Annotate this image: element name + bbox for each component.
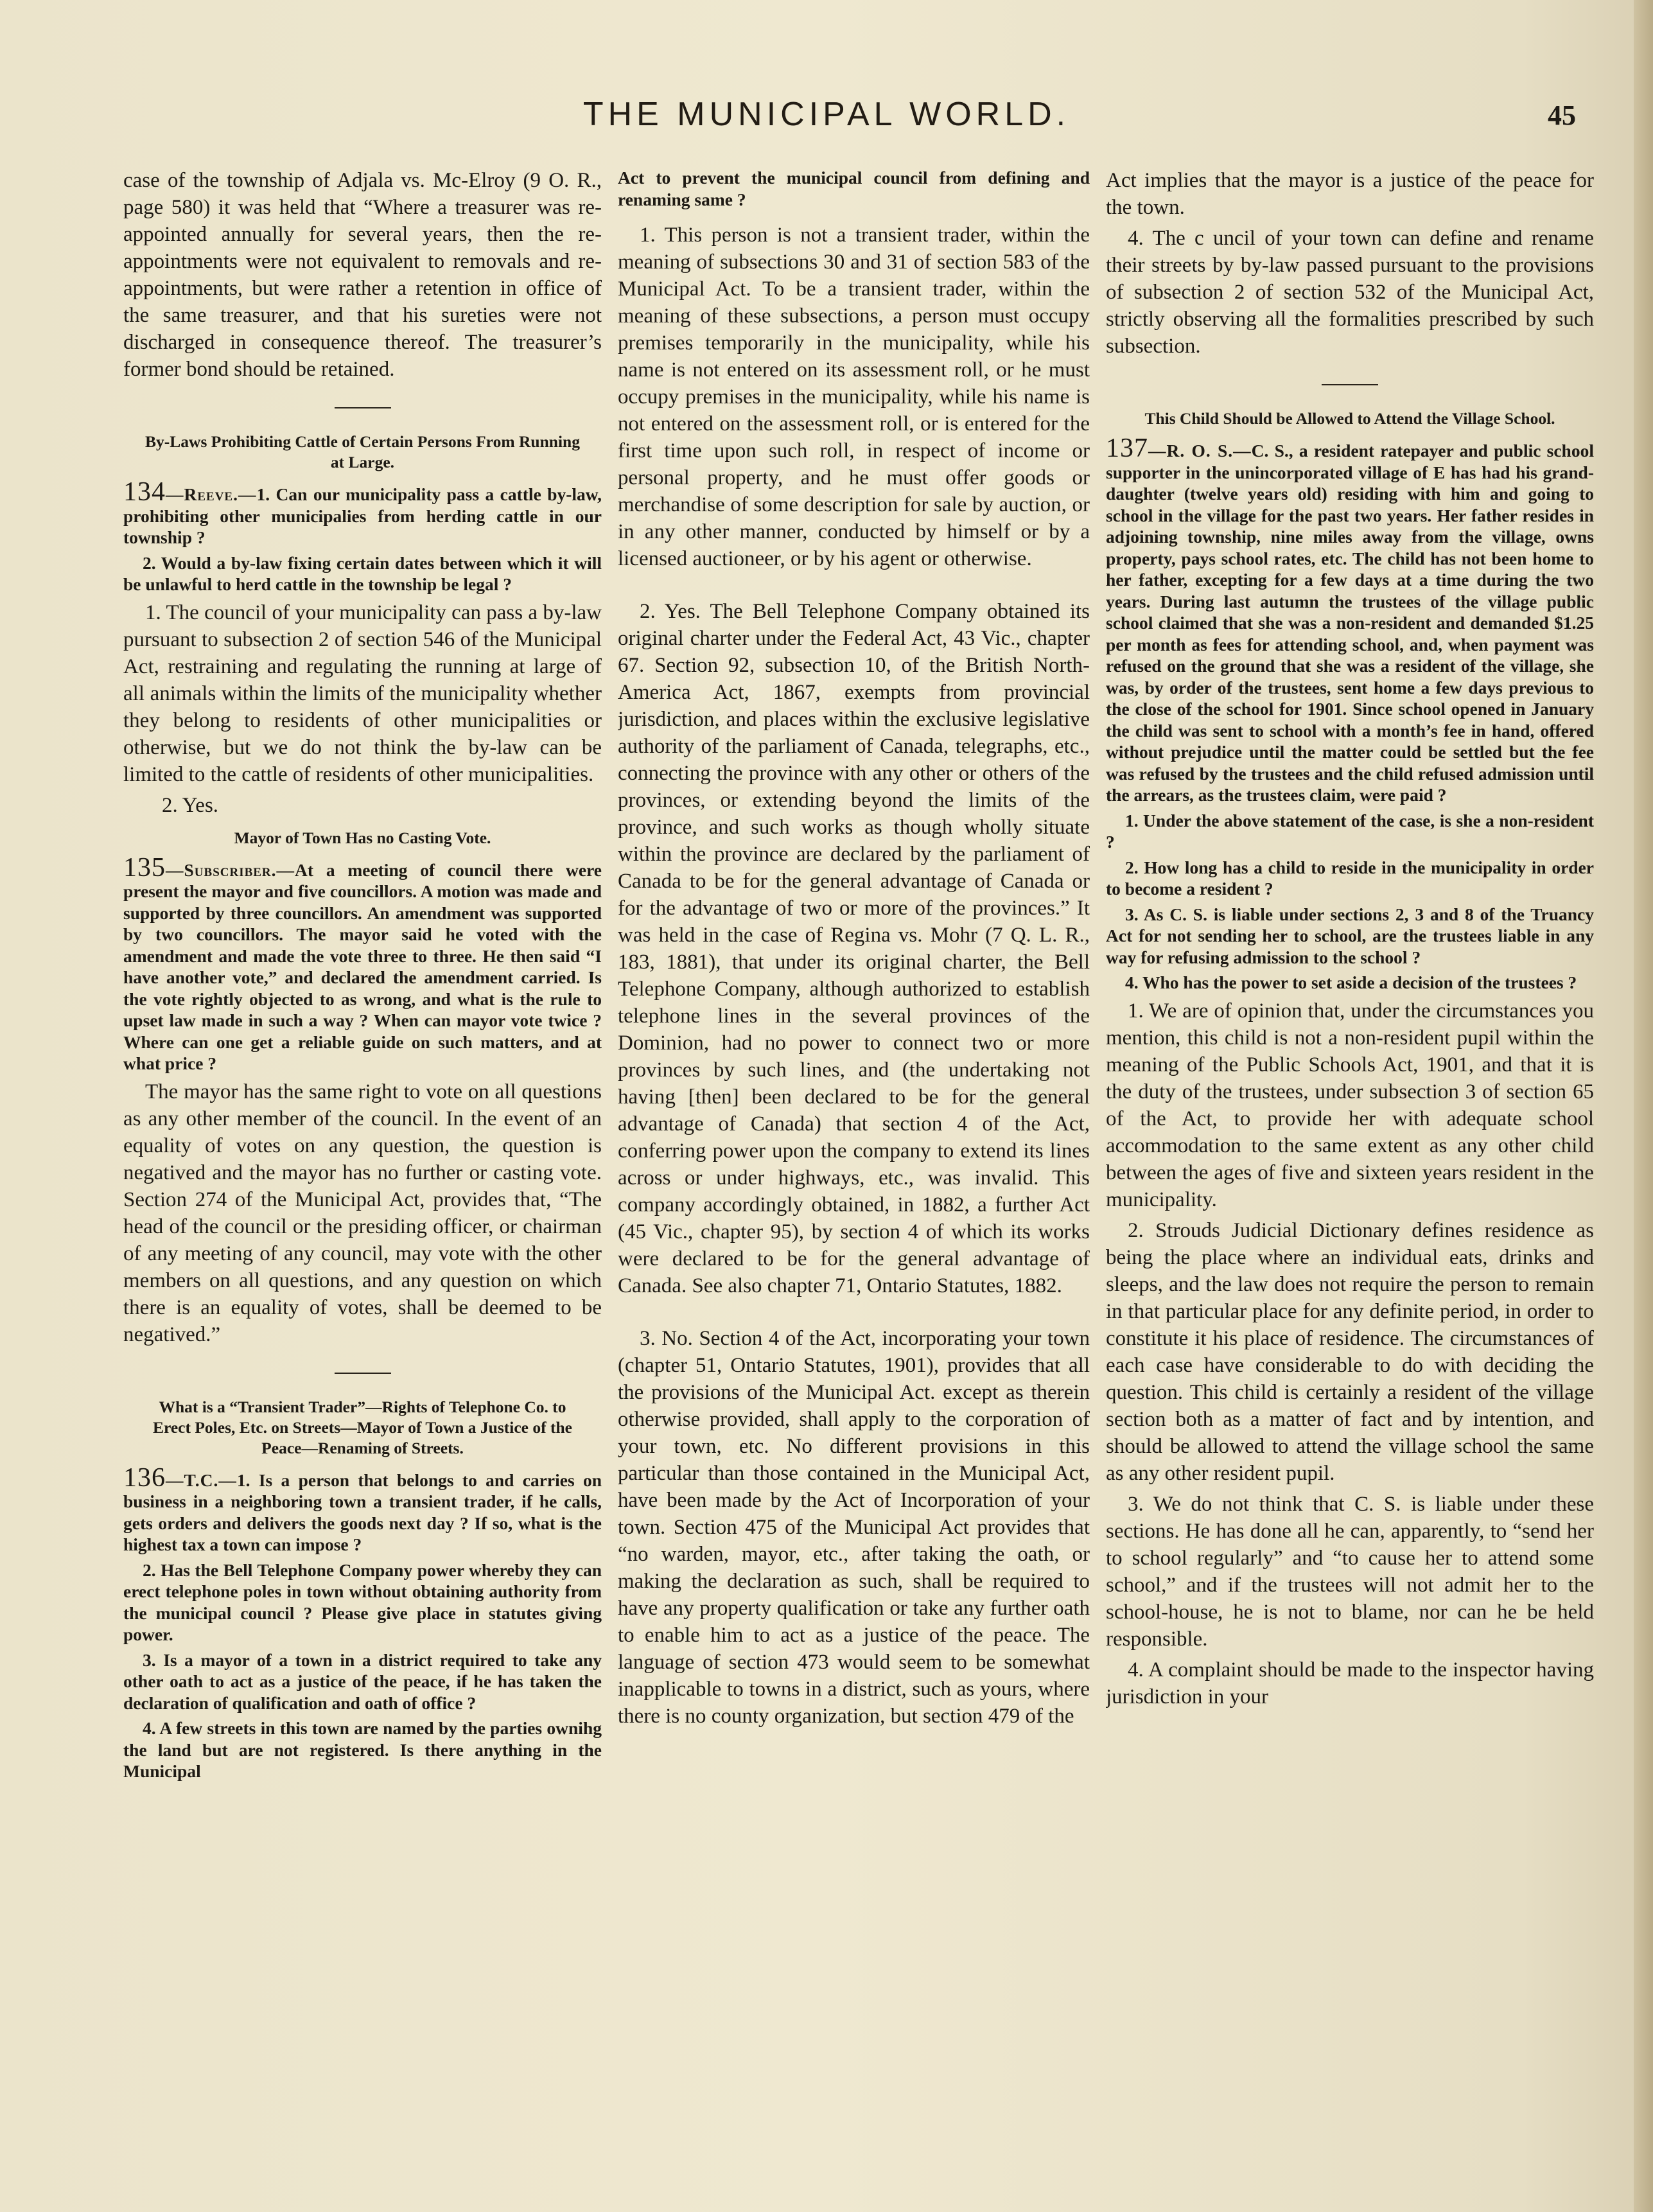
answer-135: The mayor has the same right to vote on all questions as any other member of the council. In the event of an equality of votes on any question, the question is negatived and the mayor has no further or casting vote. Section 274 of the Municipal Act, provides that, “The head of the council or the presiding officer, or chairman of any meeting of any council, may vote with the other members on all questions, and any question on which there is an equality of votes, shall be deemed to be negatived.” (123, 1080, 602, 1346)
question-134-2: 2. Would a by-law fixing certain dates between which it will be unlawful to herd cattle in the township be legal ? (123, 552, 602, 594)
answer-136-1: 1. This person is not a transient trader, within the meaning of subsections 30 and 31 of section 583 of the Municipal Act. To be a transient trader, within the meaning of these subsections, a person must occupy premises temporarily in the municipality, while his name is not entered on its assessment roll, or he must occupy premises in the municipality, while his name is not entered on the assessment roll, or is entered for the first time upon such roll, in respect of income or personal property, and he must offer goods or merchandise of some description for sale by auction, or in any other manner, conducted by himself or by a licensed auctioneer, or by his agent or otherwise. (618, 224, 1090, 570)
answer-136-3: 3. No. Section 4 of the Act, incorporating your town (chapter 51, Ontario Statutes, 1901), provides that all the provisions of the Municipal Act. except as therein otherwise provided, shall apply to the corporation of your town, etc. No different provisions in this particular than those contained in the Municipal Act, have been made by the Act of Incorporation of your town. Section 475 of the Municipal Act provides that “no warden, mayor, etc., after taking the oath, or making the declaration as such, shall be required to have any property qualification or take any further oath to enable him to act as a justice of the peace. The language of section 473 would seem to be somewhat inapplicable to towns in a district, such as yours, where there is no county organization, but section 479 of the (618, 1327, 1090, 1728)
answer-136-3-continued: Act implies that the mayor is a justice of the peace for the town. (1106, 169, 1594, 219)
column-left (123, 167, 602, 2171)
section-heading-137: This Child Should be Allowed to Attend the Village School. (1144, 409, 1555, 428)
answer-134-2: 2. Yes. (162, 793, 219, 817)
section-divider (1322, 384, 1378, 385)
question-136-2: 2. Has the Bell Telephone Company power whereby they can erect telephone poles in town without obtaining authority from the municipal council ? Please give place in statutes giving power. (123, 1559, 602, 1644)
answer-137-2: 2. Strouds Judicial Dictionary defines residence as being the place where an individual eats, drinks and sleeps, and the law does not require the person to remain in that particular place for any definite period, in order to constitute it his place of residence. The circumstances of each case have considerable to do with deciding the question. This child is certainly a resident of the village section both as a matter of fact and by intention, and should be allowed to attend the village school the same as any other resident pupil. (1106, 1218, 1594, 1485)
section-divider (335, 407, 391, 408)
question-137-1: 1. Under the above statement of the case, is she a non-resident ? (1106, 810, 1594, 852)
question-136-3: 3. Is a mayor of a town in a district required to take any other oath to act as a justice of the peace, if he has taken the declaration of qualification and oath of office ? (123, 1649, 602, 1713)
question-135 (123, 852, 602, 1075)
question-author: —R. O. S.— (1148, 441, 1252, 461)
question-number: 136 (123, 1462, 166, 1493)
question-137 (1106, 434, 1594, 806)
intro-paragraph: case of the township of Adjala vs. Mc-Elroy (9 O. R., page 580) it was held that “Where a treasurer was re-appointed annually for several years, then the re-appointments were not equivalent to removals and re-appointments, but were rather a retention in office of the same treasurer, and that his sureties were not discharged in consequence thereof. The treasurer’s former bond should be retained. (123, 169, 602, 381)
page-number: 45 (1548, 100, 1576, 131)
question-137-2: 2. How long has a child to reside in the municipality in order to become a resident ? (1106, 857, 1594, 899)
question-text: 1. Is a person that belongs to and carries on business in a neighboring town a transient trader, if he calls, gets orders and delivers the goods next day ? If so, what is the highest tax a town can impose ? (123, 1470, 602, 1554)
question-author: —Reeve.— (166, 484, 257, 504)
question-137-3: 3. As C. S. is liable under sections 2, 3 and 8 of the Truancy Act for not sending her to school, are the trustees liable in any way for refusing admission to the school ? (1106, 904, 1594, 967)
answer-137-4: 4. A complaint should be made to the inspector having jurisdiction in your (1106, 1658, 1594, 1708)
page-header (0, 95, 1653, 140)
answer-134-1: 1. The council of your municipality can pass a by-law pursuant to subsection 2 of section 546 of the Municipal Act, restraining and regulating the running at large of all animals within the limits of the municipality whether they belong to residents of other municipalities or otherwise, but we do not think the by-law can be limited to the cattle of residents of other municipalities. (123, 601, 602, 786)
question-text: 1. Can our municipality pass a cattle by-law, prohibiting other municipalies from herding cattle in our township ? (123, 484, 602, 547)
question-134-1 (123, 477, 602, 549)
column-right (1106, 167, 1594, 2171)
question-author: —T.C.— (166, 1470, 237, 1490)
section-heading-134: By-Laws Prohibiting Cattle of Certain Persons From Running at Large. (145, 432, 580, 471)
question-number: 135 (123, 852, 166, 882)
publication-title: THE MUNICIPAL WORLD. (582, 96, 1071, 133)
question-number: 137 (1106, 434, 1148, 463)
answer-137-3: 3. We do not think that C. S. is liable under these sections. He has done all he can, apparently, to “send her to school regularly” and “to cause her to attend some school,” and if the trustees will not admit her to the school-house, he is not to blame, nor can he be held responsible. (1106, 1492, 1594, 1651)
question-number: 134 (123, 477, 166, 507)
question-text: At a meeting of council there were present the mayor and five councillors. A motion was made and supported by three councillors. An amendment was supported by two councillors. The mayor said he voted with the amendment and made the vote three to three. He then said “I have another vote,” and declared the amendment carried. Is the vote rightly objected to as wrong, and what is the rule to upset law made in such a way ? When can mayor vote twice ? Where can one get a reliable guide on such matters, and at what price ? (123, 859, 602, 1073)
question-text: C. S., a resident ratepayer and public school supporter in the unincorporated village of E has had his grand-daughter (twelve years old) residing with him and going to school in the village for the past two years. Her father resides in adjoining township, nine miles away from the village, owns property, pays school rates, etc. The child has not been home to her father, excepting for a few days at a time during the two years. During last autumn the trustees of the village public school claimed that she was a non-resident and demanded $1.25 per month as fees for attending school, and, when payment was refused on the ground that she was a resident of the village, she was, by order of the trustees, sent home a few days previous to the close of the school for 1901. Since school opened in January the child was sent to school with a month’s fee in hand, offered without prejudice until the matter could be settled but the fee was refused by the trustees and the child refused admission until the arrears, as the trustees claim, were paid ? (1106, 441, 1594, 805)
answer-137-1: 1. We are of opinion that, under the circumstances you mention, this child is not a non-resident pupil within the meaning of the Public Schools Act, 1901, and that it is the duty of the trustees, under subsection 3 of section 65 of the Act, to provide her with adequate school accommodation to the same extent as any other child between the ages of five and sixteen years resident in the municipality. (1106, 999, 1594, 1211)
question-136-4: 4. A few streets in this town are named by the parties ownihg the land but are not registered. Is there anything in the Municipal (123, 1718, 602, 1781)
question-136-1 (123, 1462, 602, 1556)
column-middle (618, 167, 1090, 2171)
section-heading-135: Mayor of Town Has no Casting Vote. (234, 828, 491, 847)
answer-136-4: 4. The c uncil of your town can define and rename their streets by by-law passed pursuant to the provisions of subsection 2 of section 532 of the Municipal Act, strictly observing all the formalities prescribed by such subsection. (1106, 227, 1594, 358)
page-edge (1634, 0, 1653, 2212)
question-137-4: 4. Who has the power to set aside a decision of the trustees ? (1125, 972, 1577, 992)
question-136-4-continued: Act to prevent the municipal council from defining and renaming same ? (618, 168, 1090, 209)
question-author: —Subscriber.— (166, 859, 295, 880)
answer-136-2: 2. Yes. The Bell Telephone Company obtained its original charter under the Federal Act, 43 Vic., chapter 67. Section 92, subsection 10, of the British North-America Act, 1867, exempts from provincial jurisdiction, and places within the exclusive legislative authority of the parliament of Canada, telegraphs, etc., connecting the province with any other or others of the provinces, or extending beyond the limits of the province, and such works as though wholly situate within the province are declared by the parliament of Canada to be for the general advantage of Canada or for the advantage of two or more of the provinces.” It was held in the case of Regina vs. Mohr (7 Q. L. R., 183, 1881), that under its original charter, the Bell Telephone Company, although authorized to establish telephone lines in the several provinces of the Dominion, had no power to connect two or more provinces by such lines, and (the undertaking not having [then] been declared to be for the general advantage of Canada) that section 4 of the Act, conferring power upon the company to extend its lines across or under highways, etc., was invalid. This company accordingly obtained, in 1882, a further Act (45 Vic., chapter 95), by section 4 of which its works were declared to be for the general advantage of Canada. See also chapter 71, Ontario Statutes, 1882. (618, 600, 1090, 1297)
section-heading-136: What is a “Transient Trader”—Rights of Telephone Co. to Erect Poles, Etc. on Streets—Mayor of Town a Justice of the Peace—Renaming of Streets. (152, 1397, 572, 1457)
section-divider (335, 1373, 391, 1374)
